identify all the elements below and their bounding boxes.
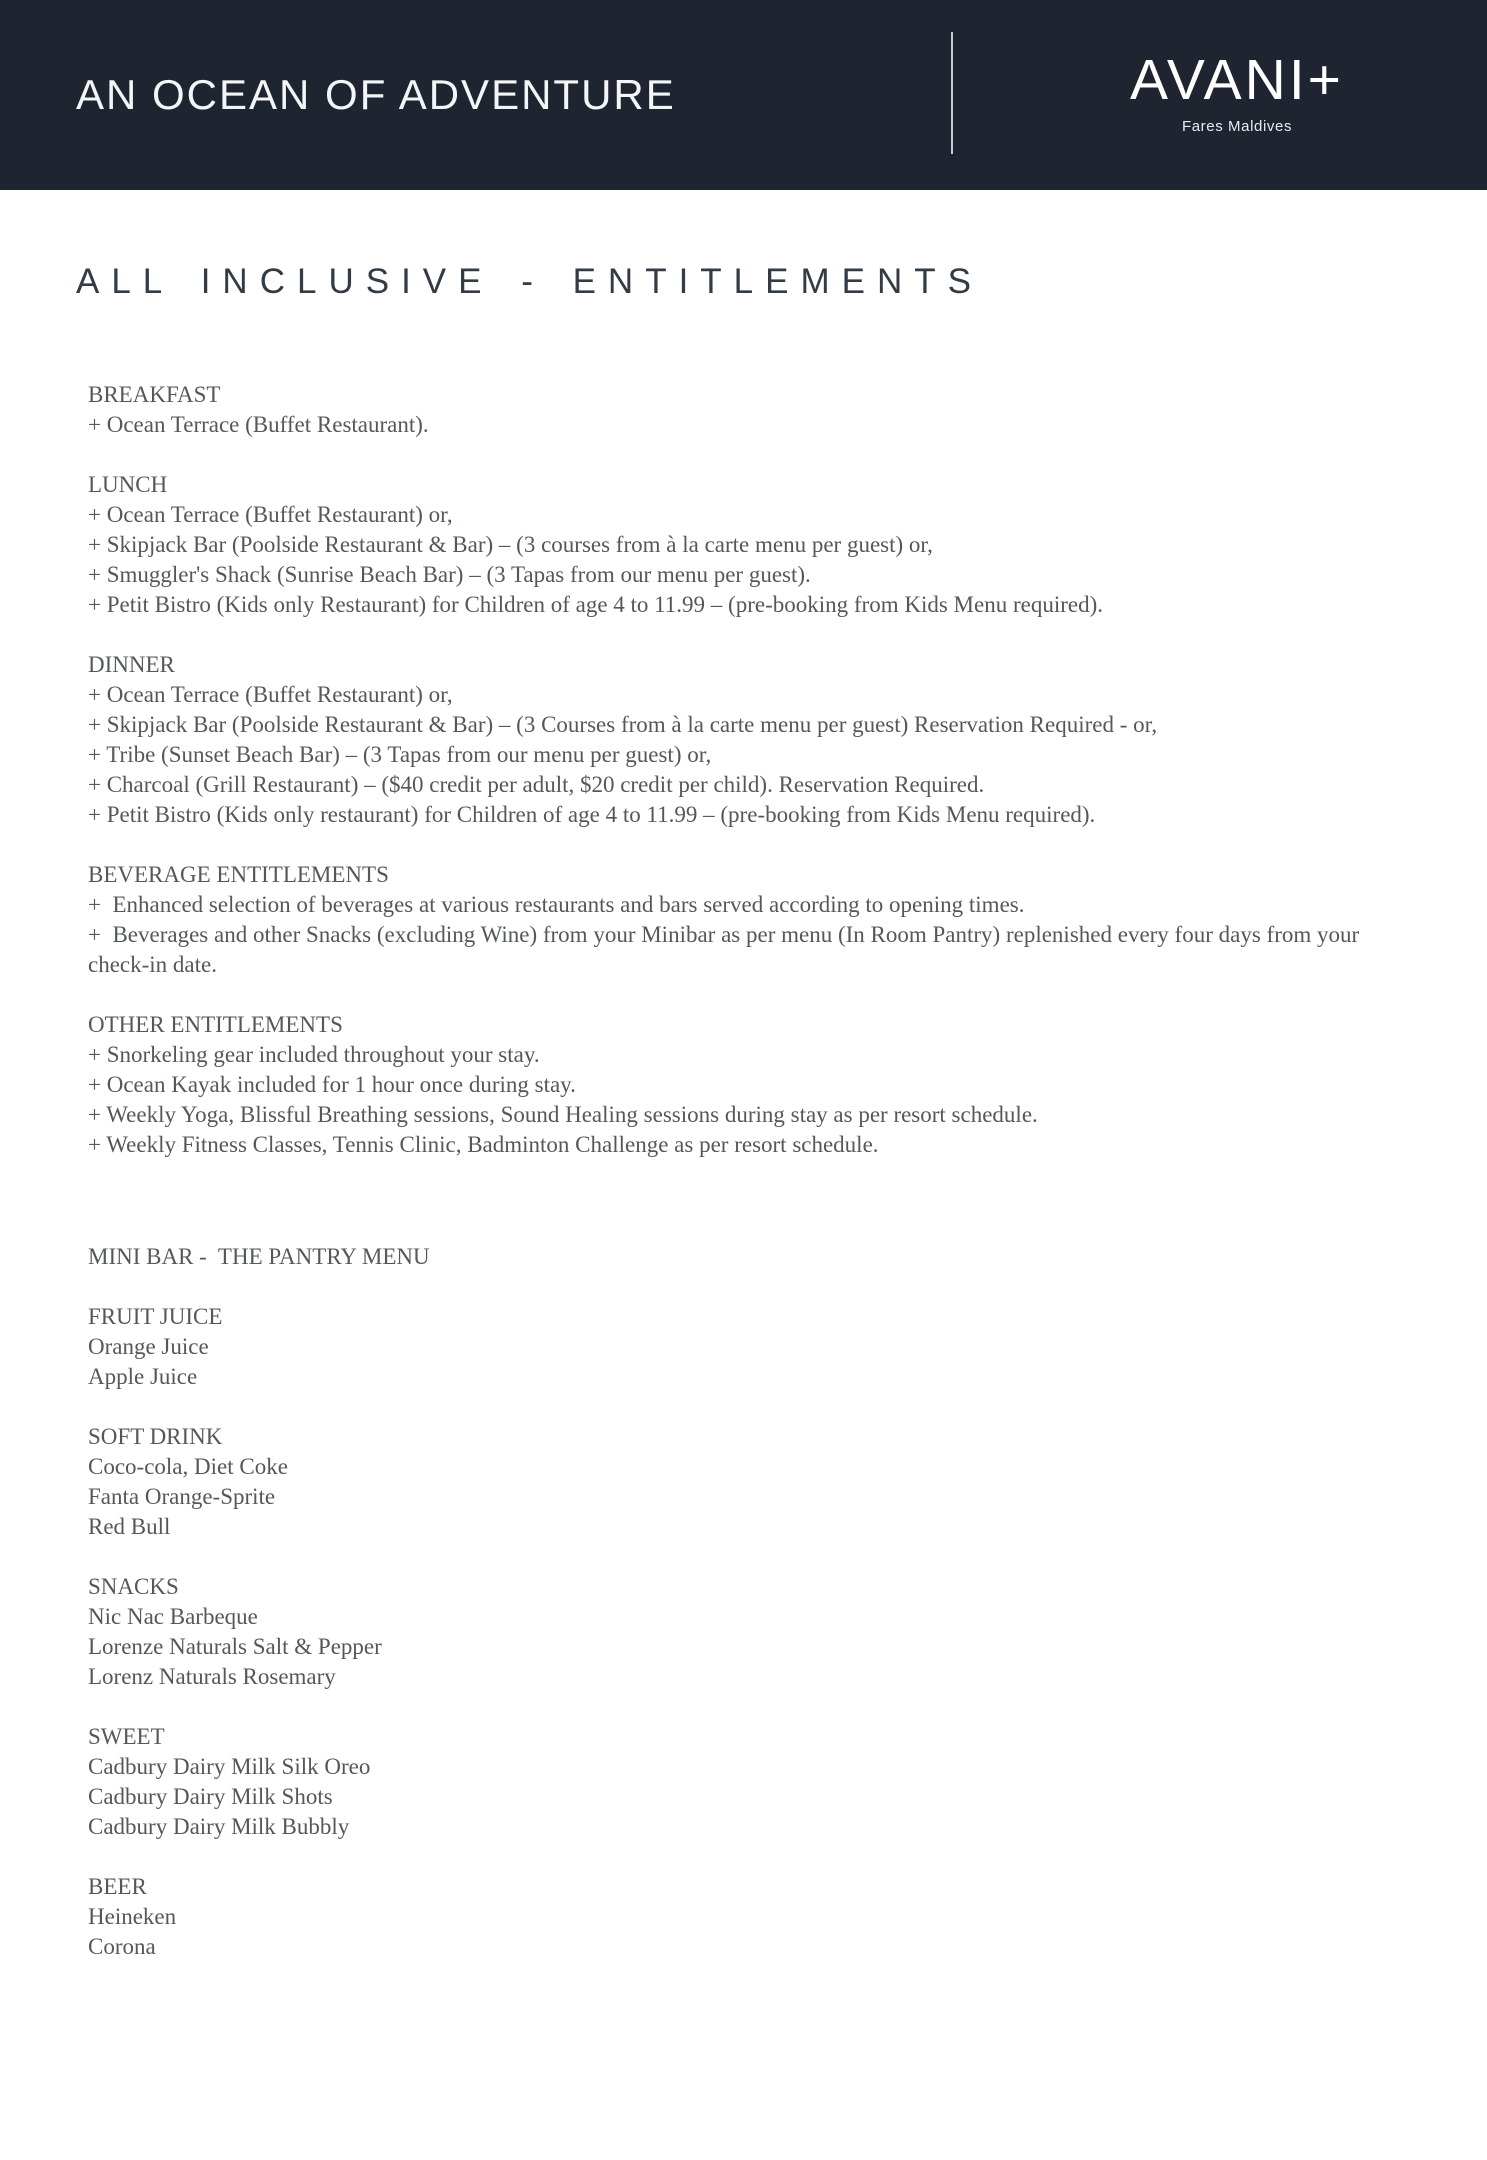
minibar-item: Lorenz Naturals Rosemary: [88, 1664, 336, 1689]
minibar-group-heading: SNACKS: [88, 1574, 179, 1599]
minibar-title: MINI BAR - THE PANTRY MENU: [88, 1244, 430, 1269]
entitlement-line: + Charcoal (Grill Restaurant) – ($40 credit per adult, $20 credit per child). Reservation Required.: [88, 772, 985, 797]
minibar-item: Orange Juice: [88, 1334, 209, 1359]
entitlements-content: [88, 380, 1487, 1962]
minibar-group-heading: SWEET: [88, 1724, 165, 1749]
minibar-item: Corona: [88, 1934, 156, 1959]
minibar-group: [88, 1872, 1487, 1962]
minibar-group: [88, 1422, 1487, 1542]
minibar-group-heading: FRUIT JUICE: [88, 1304, 223, 1329]
minibar-group-heading: BEER: [88, 1874, 147, 1899]
section-heading: DINNER: [88, 652, 175, 677]
entitlement-line: + Petit Bistro (Kids only restaurant) for Children of age 4 to 11.99 – (pre-booking from Kids Menu required).: [88, 802, 1096, 827]
header-tagline: AN OCEAN OF ADVENTURE: [76, 71, 676, 118]
brand-subtitle: Fares Maldives: [1181, 118, 1293, 135]
minibar-item: Cadbury Dairy Milk Silk Oreo: [88, 1754, 371, 1779]
minibar-item: Red Bull: [88, 1514, 171, 1539]
entitlement-line: + Weekly Yoga, Blissful Breathing sessions, Sound Healing sessions during stay as per resort schedule.: [88, 1102, 1038, 1127]
minibar-item: Heineken: [88, 1904, 177, 1929]
entitlement-line: + Ocean Terrace (Buffet Restaurant) or,: [88, 682, 453, 707]
minibar-item: Cadbury Dairy Milk Shots: [88, 1784, 333, 1809]
header-bar: [0, 0, 1487, 190]
minibar-item: Lorenze Naturals Salt & Pepper: [88, 1634, 382, 1659]
entitlement-line: + Snorkeling gear included throughout your stay.: [88, 1042, 540, 1067]
entitlement-line: + Smuggler's Shack (Sunrise Beach Bar) – (3 Tapas from our menu per guest).: [88, 562, 811, 587]
brand-name: AVANI+: [1130, 48, 1344, 112]
entitlement-sections: [88, 380, 1487, 1160]
entitlement-section: [88, 380, 1388, 440]
entitlement-line: + Beverages and other Snacks (excluding Wine) from your Minibar as per menu (In Room Pantry) replenished every four days from your check-in date.: [88, 922, 1365, 977]
entitlement-line: + Skipjack Bar (Poolside Restaurant & Bar) – (3 Courses from à la carte menu per guest) Reservation Required - or,: [88, 712, 1158, 737]
minibar-item: Coco-cola, Diet Coke: [88, 1454, 288, 1479]
entitlement-line: + Petit Bistro (Kids only Restaurant) for Children of age 4 to 11.99 – (pre-booking from Kids Menu required).: [88, 592, 1103, 617]
entitlement-line: + Skipjack Bar (Poolside Restaurant & Bar) – (3 courses from à la carte menu per guest) or,: [88, 532, 933, 557]
entitlement-line: + Weekly Fitness Classes, Tennis Clinic, Badminton Challenge as per resort schedule.: [88, 1132, 879, 1157]
entitlement-section: [88, 650, 1388, 830]
entitlement-line: + Ocean Terrace (Buffet Restaurant) or,: [88, 502, 453, 527]
minibar-item: Nic Nac Barbeque: [88, 1604, 258, 1629]
section-heading: BEVERAGE ENTITLEMENTS: [88, 862, 389, 887]
minibar-groups: [88, 1302, 1487, 1962]
page-title: ALL INCLUSIVE - ENTITLEMENTS: [76, 262, 983, 301]
minibar-group: [88, 1722, 1487, 1842]
entitlement-section: [88, 470, 1388, 620]
entitlement-line: + Tribe (Sunset Beach Bar) – (3 Tapas from our menu per guest) or,: [88, 742, 712, 767]
minibar-item: Fanta Orange-Sprite: [88, 1484, 276, 1509]
brand-logo: [1130, 48, 1344, 135]
entitlement-section: [88, 1010, 1388, 1160]
minibar-group-heading: SOFT DRINK: [88, 1424, 223, 1449]
minibar-menu: [88, 1242, 1487, 1962]
section-heading: LUNCH: [88, 472, 168, 497]
minibar-group: [88, 1302, 1487, 1392]
entitlement-line: + Ocean Terrace (Buffet Restaurant).: [88, 412, 429, 437]
minibar-group: [88, 1572, 1487, 1692]
entitlement-section: [88, 860, 1388, 980]
section-heading: OTHER ENTITLEMENTS: [88, 1012, 343, 1037]
header-divider: [951, 32, 953, 154]
entitlement-line: + Ocean Kayak included for 1 hour once during stay.: [88, 1072, 576, 1097]
minibar-item: Apple Juice: [88, 1364, 198, 1389]
minibar-item: Cadbury Dairy Milk Bubbly: [88, 1814, 350, 1839]
entitlement-line: + Enhanced selection of beverages at various restaurants and bars served according to opening times.: [88, 892, 1025, 917]
section-heading: BREAKFAST: [88, 382, 221, 407]
